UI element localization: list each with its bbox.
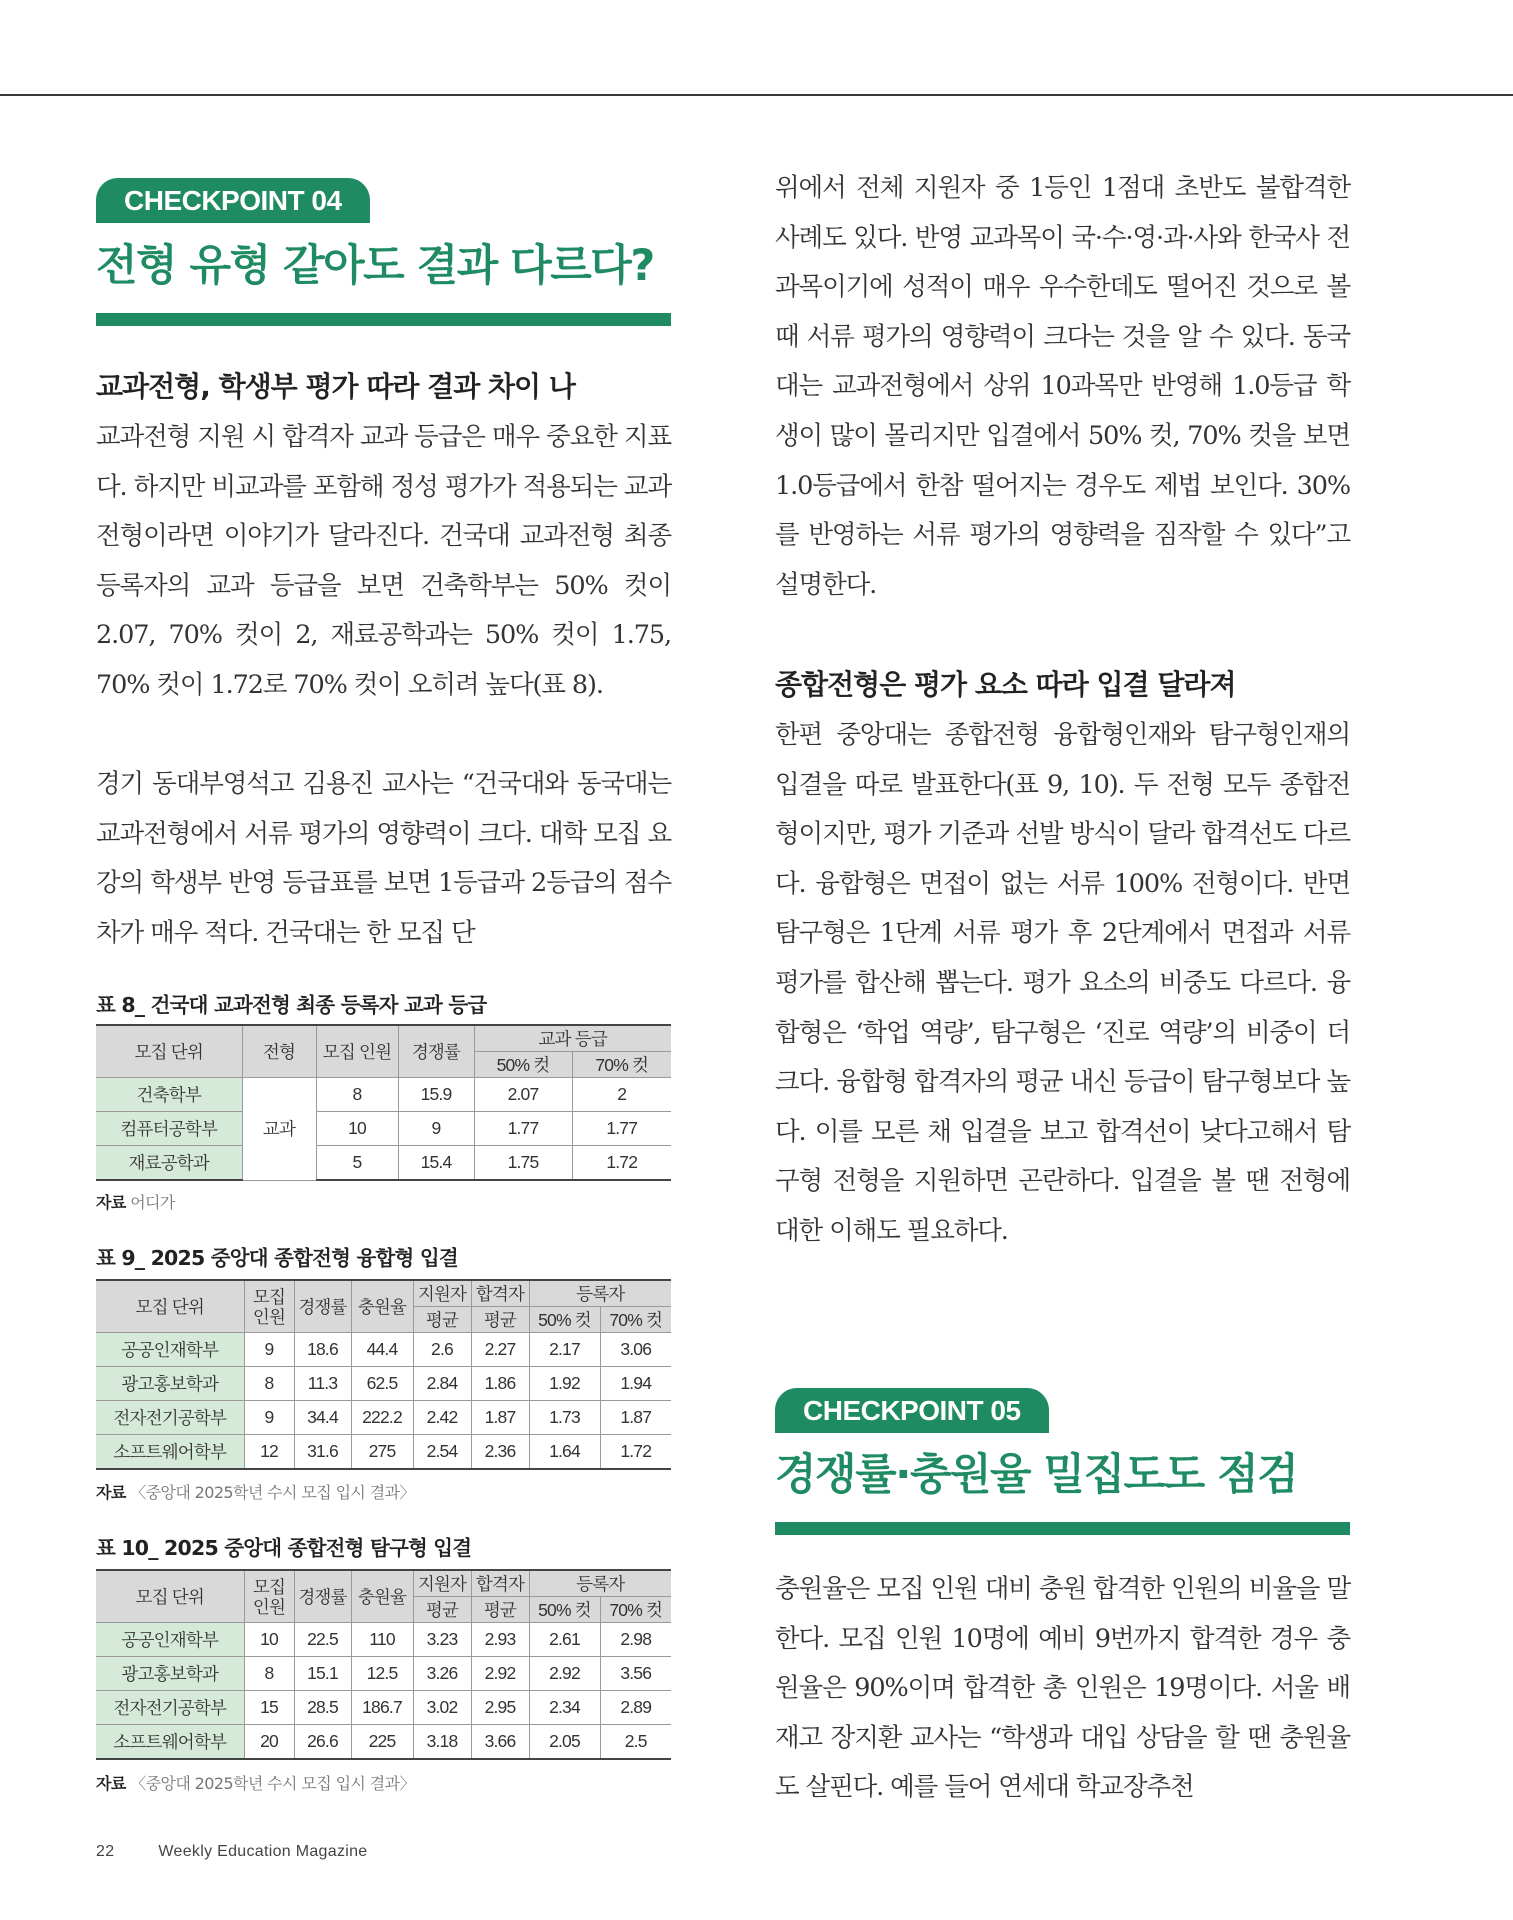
th-cut70: 70% 컷 — [572, 1052, 671, 1078]
th-unit: 모집 단위 — [96, 1025, 242, 1078]
cell-app: 3.23 — [413, 1623, 471, 1657]
th-quota-line2: 인원 — [252, 1596, 286, 1617]
paragraph-subject-track-2: 경기 동대부영석고 김용진 교사는 “건국대와 동국대는 교과전형에서 서류 평가의 영향력이 크다. 대학 모집 요강의 학생부 반영 등급표를 보면 1등급과 2등급의 점수 차가 매우 적다. 건국대는 한 모집 단 — [96, 769, 671, 948]
paragraph-subject-track-1: 교과전형 지원 시 합격자 교과 등급은 매우 중요한 지표다. 하지만 비교과를 포함해 정성 평가가 적용되는 교과전형이라면 이야기가 달라진다. 건국대 교과전형 최종 등록자의 교과 등급을 보면 건축학부는 50% 컷이 2.07, 70% 컷이 2, 재료공학과는 50% 컷이 1.75, 70% 컷이 1.72로 70% 컷이 오히려 높다(표 8). — [96, 422, 671, 700]
cell-cut50: 1.75 — [474, 1146, 572, 1181]
cell-quota: 9 — [244, 1333, 294, 1367]
th-passer-avg: 평균 — [471, 1307, 529, 1333]
cell-pass: 1.87 — [471, 1401, 529, 1435]
table-9-source — [96, 1480, 415, 1503]
cell-fill: 12.5 — [351, 1657, 413, 1691]
th-type: 전형 — [242, 1025, 316, 1078]
checkpoint-05-title: 경쟁률·충원율 밀집도도 점검 — [775, 1450, 1298, 1500]
th-quota-line1: 모집 — [252, 1286, 286, 1307]
cell-c70: 1.72 — [600, 1435, 671, 1470]
table-8 — [96, 1024, 671, 1181]
th-applicant-avg: 평균 — [413, 1597, 471, 1623]
th-passer: 합격자 — [471, 1570, 529, 1597]
cell-app: 2.6 — [413, 1333, 471, 1367]
cell-quota: 8 — [244, 1657, 294, 1691]
table-row — [96, 1435, 671, 1470]
cell-app: 2.54 — [413, 1435, 471, 1470]
cell-c50: 1.73 — [529, 1401, 600, 1435]
th-quota — [244, 1570, 294, 1623]
th-cut50: 50% 컷 — [529, 1597, 600, 1623]
cell-quota: 9 — [244, 1401, 294, 1435]
cell-unit: 컴퓨터공학부 — [96, 1112, 242, 1146]
cell-c70: 1.87 — [600, 1401, 671, 1435]
page-footer — [96, 1843, 368, 1861]
source-text: 어디가 — [125, 1193, 175, 1212]
table-10 — [96, 1569, 671, 1760]
th-quota-line2: 인원 — [252, 1306, 286, 1327]
cell-c70: 2.89 — [600, 1691, 671, 1725]
cell-app: 3.02 — [413, 1691, 471, 1725]
cell-c70: 2.98 — [600, 1623, 671, 1657]
th-ratio: 경쟁률 — [294, 1280, 351, 1333]
cell-c70: 2.5 — [600, 1725, 671, 1760]
table-8-source — [96, 1190, 175, 1213]
table-row — [96, 1623, 671, 1657]
cell-cut70: 1.72 — [572, 1146, 671, 1181]
checkpoint-05-rule — [775, 1522, 1350, 1535]
th-quota-line1: 모집 — [252, 1576, 286, 1597]
th-passer: 합격자 — [471, 1280, 529, 1307]
cell-cut70: 1.77 — [572, 1112, 671, 1146]
source-text: 〈중앙대 2025학년 수시 모집 입시 결과〉 — [125, 1483, 415, 1502]
cell-ratio: 31.6 — [294, 1435, 351, 1470]
th-passer-avg: 평균 — [471, 1597, 529, 1623]
cell-c50: 1.92 — [529, 1367, 600, 1401]
table-row — [96, 1112, 671, 1146]
table-row — [96, 1691, 671, 1725]
th-registrant: 등록자 — [529, 1570, 671, 1597]
table-row — [96, 1078, 671, 1112]
cell-c50: 2.92 — [529, 1657, 600, 1691]
cell-pass: 2.92 — [471, 1657, 529, 1691]
cell-pass: 2.36 — [471, 1435, 529, 1470]
cell-cut50: 2.07 — [474, 1078, 572, 1112]
paragraph-fill-rate: 충원율은 모집 인원 대비 충원 합격한 인원의 비율을 말한다. 모집 인원 10명에 예비 9번까지 합격한 경우 충원율은 90%이며 합격한 총 인원은 19명이다. 서울 배재고 장지환 교사는 “학생과 대입 상담을 할 땐 충원율도 살핀다. 예를 들어 연세대 학교장추천 — [775, 1574, 1350, 1803]
th-cut50: 50% 컷 — [474, 1052, 572, 1078]
th-ratio: 경쟁률 — [398, 1025, 474, 1078]
table-row — [96, 1146, 671, 1181]
th-registrant: 등록자 — [529, 1280, 671, 1307]
cell-unit: 광고홍보학과 — [96, 1367, 244, 1401]
cell-c50: 1.64 — [529, 1435, 600, 1470]
checkpoint-04-badge: CHECKPOINT 04 — [96, 178, 370, 223]
cell-fill: 275 — [351, 1435, 413, 1470]
cell-fill: 62.5 — [351, 1367, 413, 1401]
magazine-name: Weekly Education Magazine — [158, 1843, 368, 1860]
cell-fill: 225 — [351, 1725, 413, 1760]
cell-app: 2.42 — [413, 1401, 471, 1435]
cell-ratio: 26.6 — [294, 1725, 351, 1760]
cell-quota: 5 — [316, 1146, 398, 1181]
th-cut70: 70% 컷 — [600, 1597, 671, 1623]
cell-unit: 공공인재학부 — [96, 1623, 244, 1657]
source-label: 자료 — [96, 1193, 126, 1212]
cell-type: 교과 — [242, 1078, 316, 1181]
source-label: 자료 — [96, 1483, 126, 1502]
th-unit: 모집 단위 — [96, 1280, 244, 1333]
subhead-subject-track: 교과전형, 학생부 평가 따라 결과 차이 나 — [96, 370, 575, 403]
th-applicant-avg: 평균 — [413, 1307, 471, 1333]
checkpoint-04-title: 전형 유형 같아도 결과 다르다? — [96, 241, 654, 291]
cell-ratio: 15.9 — [398, 1078, 474, 1112]
cell-ratio: 15.4 — [398, 1146, 474, 1181]
cell-ratio: 18.6 — [294, 1333, 351, 1367]
paragraph-comprehensive-track: 한편 중앙대는 종합전형 융합형인재와 탐구형인재의 입결을 따로 발표한다(표 9, 10). 두 전형 모두 종합전형이지만, 평가 기준과 선발 방식이 달라 합격선도 다르다. 융합형은 면접이 없는 서류 100% 전형이다. 반면 탐구형은 1단계 서류 평가 후 2단계에서 면접과 서류 평가를 합산해 뽑는다. 평가 요소의 비중도 다르다. 융합형은 ‘학업 역량’, 탐구형은 ‘진로 역량’의 비중이 더 크다. 융합형 합격자의 평균 내신 등급이 탐구형보다 높다. 이를 모른 채 입결을 보고 합격선이 낮다고해서 탐구형 전형을 지원하면 곤란하다. 입결을 볼 땐 전형에 대한 이해도 필요하다. — [775, 720, 1350, 1246]
paragraph-continued: 위에서 전체 지원자 중 1등인 1점대 초반도 불합격한 사례도 있다. 반영 교과목이 국·수·영·과·사와 한국사 전 과목이기에 성적이 매우 우수한데도 떨어진 것으로 볼 때 서류 평가의 영향력이 크다는 것을 알 수 있다. 동국대는 교과전형에서 상위 10과목만 반영해 1.0등급 학생이 많이 몰리지만 입결에서 50% 컷, 70% 컷을 보면 1.0등급에서 한참 떨어지는 경우도 제법 보인다. 30%를 반영하는 서류 평가의 영향력을 짐작할 수 있다”고 설명한다. — [775, 173, 1350, 600]
cell-fill: 110 — [351, 1623, 413, 1657]
cell-pass: 2.93 — [471, 1623, 529, 1657]
source-text: 〈중앙대 2025학년 수시 모집 입시 결과〉 — [125, 1774, 415, 1793]
cell-unit: 전자전기공학부 — [96, 1401, 244, 1435]
th-quota — [244, 1280, 294, 1333]
cell-cut70: 2 — [572, 1078, 671, 1112]
cell-quota: 8 — [244, 1367, 294, 1401]
cell-c70: 3.06 — [600, 1333, 671, 1367]
th-fill: 충원율 — [351, 1570, 413, 1623]
cell-unit: 건축학부 — [96, 1078, 242, 1112]
cell-ratio: 9 — [398, 1112, 474, 1146]
cell-unit: 공공인재학부 — [96, 1333, 244, 1367]
cell-app: 3.18 — [413, 1725, 471, 1760]
cell-c50: 2.17 — [529, 1333, 600, 1367]
th-grade: 교과 등급 — [474, 1025, 671, 1052]
cell-pass: 2.27 — [471, 1333, 529, 1367]
cell-fill: 44.4 — [351, 1333, 413, 1367]
cell-app: 3.26 — [413, 1657, 471, 1691]
table-10-source — [96, 1771, 415, 1794]
th-unit: 모집 단위 — [96, 1570, 244, 1623]
top-rule — [0, 94, 1513, 96]
table-row — [96, 1401, 671, 1435]
cell-ratio: 22.5 — [294, 1623, 351, 1657]
table-row — [96, 1725, 671, 1760]
cell-ratio: 15.1 — [294, 1657, 351, 1691]
cell-quota: 20 — [244, 1725, 294, 1760]
cell-pass: 1.86 — [471, 1367, 529, 1401]
cell-pass: 3.66 — [471, 1725, 529, 1760]
page-number: 22 — [96, 1843, 115, 1860]
cell-app: 2.84 — [413, 1367, 471, 1401]
table-row — [96, 1333, 671, 1367]
cell-unit: 소프트웨어학부 — [96, 1725, 244, 1760]
table-10-title: 표 10_ 2025 중앙대 종합전형 탐구형 입결 — [96, 1536, 472, 1560]
cell-quota: 10 — [244, 1623, 294, 1657]
cell-unit: 재료공학과 — [96, 1146, 242, 1181]
cell-pass: 2.95 — [471, 1691, 529, 1725]
source-label: 자료 — [96, 1774, 126, 1793]
cell-cut50: 1.77 — [474, 1112, 572, 1146]
table-9-title: 표 9_ 2025 중앙대 종합전형 융합형 입결 — [96, 1246, 458, 1270]
cell-ratio: 34.4 — [294, 1401, 351, 1435]
subhead-comprehensive-track: 종합전형은 평가 요소 따라 입결 달라져 — [775, 668, 1236, 701]
cell-c50: 2.61 — [529, 1623, 600, 1657]
cell-c50: 2.34 — [529, 1691, 600, 1725]
table-8-title: 표 8_ 건국대 교과전형 최종 등록자 교과 등급 — [96, 993, 487, 1017]
th-cut50: 50% 컷 — [529, 1307, 600, 1333]
cell-quota: 8 — [316, 1078, 398, 1112]
th-quota: 모집 인원 — [316, 1025, 398, 1078]
th-applicant: 지원자 — [413, 1570, 471, 1597]
cell-quota: 12 — [244, 1435, 294, 1470]
cell-ratio: 28.5 — [294, 1691, 351, 1725]
cell-quota: 15 — [244, 1691, 294, 1725]
table-row — [96, 1367, 671, 1401]
cell-quota: 10 — [316, 1112, 398, 1146]
table-row — [96, 1657, 671, 1691]
cell-unit: 전자전기공학부 — [96, 1691, 244, 1725]
checkpoint-05-badge: CHECKPOINT 05 — [775, 1388, 1049, 1433]
cell-unit: 소프트웨어학부 — [96, 1435, 244, 1470]
table-9 — [96, 1279, 671, 1470]
cell-ratio: 11.3 — [294, 1367, 351, 1401]
cell-c70: 3.56 — [600, 1657, 671, 1691]
cell-fill: 222.2 — [351, 1401, 413, 1435]
th-ratio: 경쟁률 — [294, 1570, 351, 1623]
checkpoint-04-rule — [96, 313, 671, 326]
th-cut70: 70% 컷 — [600, 1307, 671, 1333]
cell-c50: 2.05 — [529, 1725, 600, 1760]
th-applicant: 지원자 — [413, 1280, 471, 1307]
th-fill: 충원율 — [351, 1280, 413, 1333]
cell-unit: 광고홍보학과 — [96, 1657, 244, 1691]
cell-c70: 1.94 — [600, 1367, 671, 1401]
cell-fill: 186.7 — [351, 1691, 413, 1725]
